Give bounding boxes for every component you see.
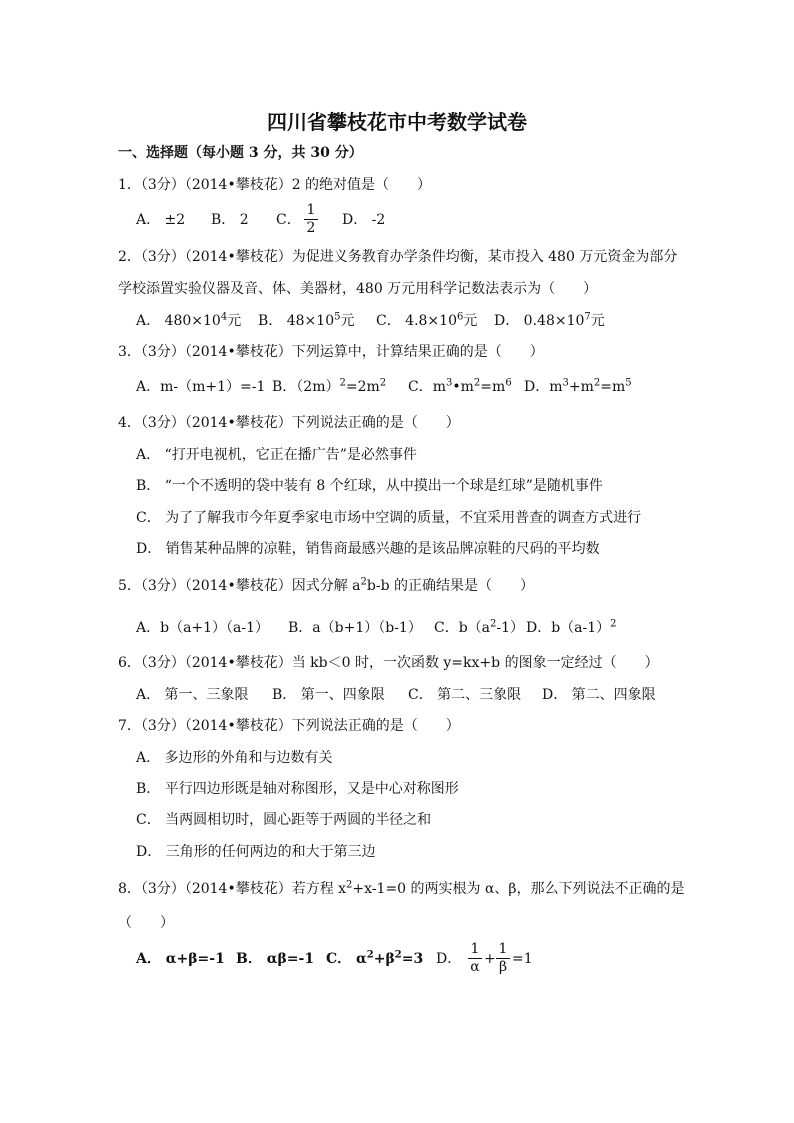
fraction-numerator: 1	[498, 941, 508, 957]
question-3-stem: 3．（3分）（2014•攀枝花）下列运算中，计算结果正确的是（ ）	[118, 344, 544, 360]
q8-fraction-1	[468, 942, 482, 975]
q8-option-a: A． α+β=-1	[136, 951, 225, 967]
q5-option-a: A．b（a+1）（a-1）	[136, 620, 270, 636]
q6-option-d: D． 第二、四象限	[542, 687, 656, 703]
q1-option-d: D． -2	[342, 212, 386, 228]
q6-option-a: A． 第一、三象限	[136, 687, 249, 703]
q6-option-c: C． 第二、三象限	[408, 687, 522, 703]
question-8-stem-cont: （ ）	[118, 915, 174, 931]
q8-option-b: B． αβ=-1	[236, 951, 315, 967]
q8-plus: +	[484, 951, 496, 967]
q1-fraction	[304, 203, 318, 236]
fraction-denominator: β	[498, 959, 508, 975]
q2-option-b: B． $48\times 10^5$元	[258, 311, 355, 329]
q5-option-b: B．a（b+1）（b-1）	[288, 620, 422, 636]
q7-option-a: A． 多边形的外角和与边数有关	[136, 750, 333, 766]
page-title: 四川省攀枝花市中考数学试卷	[267, 110, 527, 134]
q8-fraction-2	[496, 942, 510, 975]
q1-option-b: B． 2	[211, 212, 249, 228]
question-2-stem-cont: 学校添置实验仪器及音、体、美器材，480 万元用科学记数法表示为（ ）	[118, 281, 598, 297]
fraction-numerator: 1	[306, 202, 316, 218]
fraction-denominator: 2	[306, 220, 316, 236]
q3-option-c: C．$m^3•m^2=m^6$	[408, 377, 512, 395]
section-heading: 一、选择题（每小题 3 分，共 30 分）	[118, 145, 363, 161]
q2-option-d: D． $0.48\times 10^7$元	[494, 311, 605, 329]
q3-option-a: A．m-（m+1）=-1	[136, 379, 266, 395]
question-6-stem: 6．（3分）（2014•攀枝花）当 kb＜0 时，一次函数 y=kx+b 的图象一定经过（ ）	[118, 655, 659, 671]
q8-option-c: C． $\alpha^2+\beta^2=3$	[326, 949, 424, 967]
fraction-denominator: α	[470, 959, 480, 975]
q4-option-b: B． “一个不透明的袋中装有 8 个红球，从中摸出一个球是红球”是随机事件	[136, 478, 603, 494]
q5-option-d: D．$b(a-1)^2$	[526, 618, 617, 636]
q4-option-d: D． 销售某种品牌的凉鞋，销售商最感兴趣的是该品牌凉鞋的尺码的平均数	[136, 541, 600, 557]
q5-option-c: C．$b(a^2-1)$	[434, 618, 525, 636]
q6-option-b: B． 第一、四象限	[272, 687, 385, 703]
question-2-stem: 2．（3分）（2014•攀枝花）为促进义务教育办学条件均衡，某市投入 480 万元资金为部分	[118, 249, 678, 265]
fraction-numerator: 1	[470, 941, 480, 957]
q7-option-c: C． 当两圆相切时，圆心距等于两圆的半径之和	[136, 812, 432, 828]
question-8-stem: 8．（3分）（2014•攀枝花）若方程 $x^2+x-1=0$ 的两实根为 α、β，那么下列说法不正确的是	[118, 879, 685, 897]
q1-option-a: A． ±2	[136, 212, 186, 228]
question-5-stem: 5．（3分）（2014•攀枝花）因式分解 $a^2b-b$ 的正确结果是（ ）	[118, 576, 534, 594]
q8-option-d: D．	[436, 951, 462, 967]
q4-option-a: A． “打开电视机，它正在播广告”是必然事件	[136, 447, 417, 463]
question-1-stem: 1．（3分）（2014•攀枝花）2 的绝对值是（ ）	[118, 177, 432, 193]
q1-option-c: C．	[276, 212, 301, 228]
q3-option-d: D．$m^3+m^2=m^5$	[524, 377, 632, 395]
q2-option-c: C． $4.8\times 10^6$元	[376, 311, 478, 329]
question-7-stem: 7．（3分）（2014•攀枝花）下列说法正确的是（ ）	[118, 718, 460, 734]
q7-option-b: B． 平行四边形既是轴对称图形，又是中心对称图形	[136, 781, 459, 797]
question-4-stem: 4．（3分）（2014•攀枝花）下列说法正确的是（ ）	[118, 415, 460, 431]
q3-option-b: B．$(2m)^2=2m^2$	[272, 377, 387, 395]
q8-option-d-result: =1	[512, 951, 533, 967]
q2-option-a: A． $480\times 10^4$元	[136, 311, 242, 329]
q4-option-c: C． 为了了解我市今年夏季家电市场中空调的质量，不宜采用普查的调查方式进行	[136, 510, 642, 526]
q7-option-d: D． 三角形的任何两边的和大于第三边	[136, 844, 376, 860]
